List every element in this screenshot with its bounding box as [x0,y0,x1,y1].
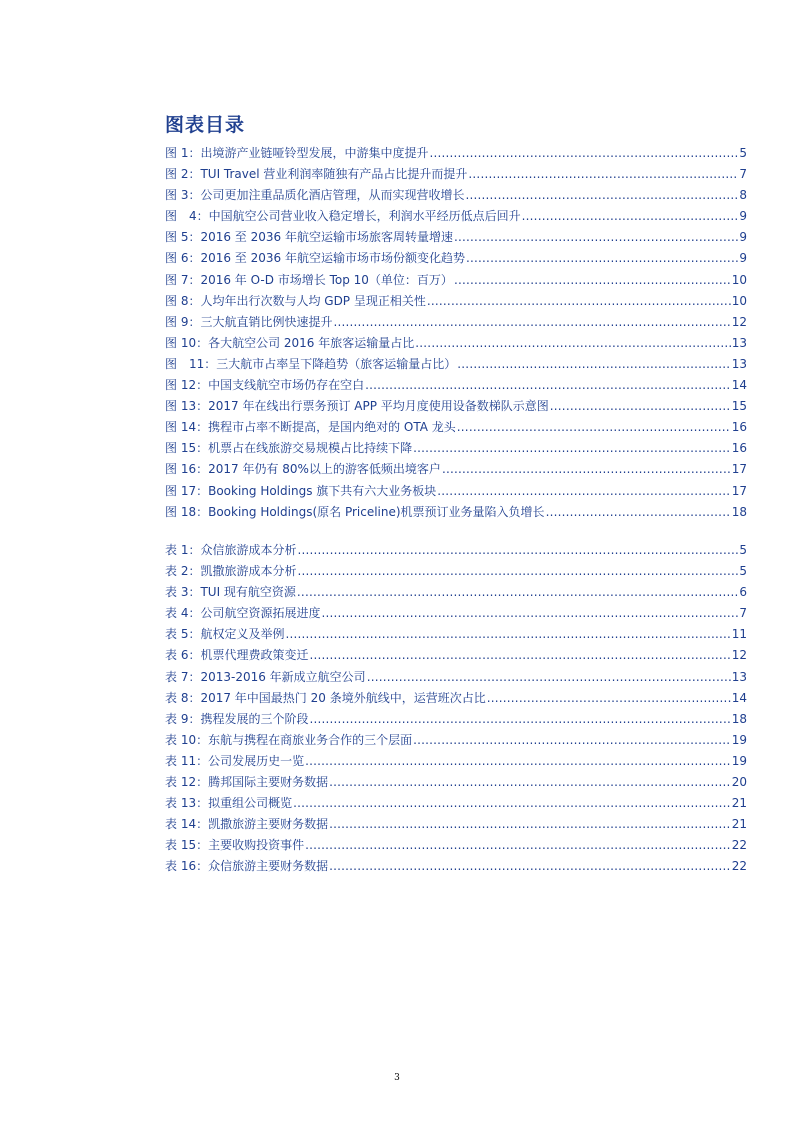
figure-toc-entry[interactable] [165,185,747,206]
table-toc-entry-title: 表 9：携程发展的三个阶段 [165,711,309,726]
table-toc-entry[interactable] [165,540,747,561]
figure-toc-entry[interactable] [165,354,747,375]
figure-toc-entry-title: 图 6：2016 至 2036 年航空运输市场市场份额变化趋势 [165,251,465,266]
figure-toc-entry-page: 9 [739,251,747,266]
figure-list [165,143,747,523]
table-toc-entry-page: 13 [731,669,747,684]
dot-leader [329,814,731,835]
dot-leader [454,270,731,291]
table-toc-entry[interactable] [165,856,747,877]
figure-toc-entry[interactable] [165,270,747,291]
figure-toc-entry-title: 图 2：TUI Travel 营业利润率随独有产品占比提升而提升 [165,167,468,182]
figure-toc-entry[interactable] [165,502,747,523]
table-toc-entry[interactable] [165,751,747,772]
table-toc-entry-page: 19 [731,753,747,768]
dot-leader [429,143,738,164]
figure-toc-entry[interactable] [165,227,747,248]
table-toc-entry[interactable] [165,688,747,709]
table-toc-entry[interactable] [165,772,747,793]
table-toc-entry-title: 表 16：众信旅游主要财务数据 [165,859,329,874]
figure-toc-entry-title: 图 14：携程市占率不断提高，是国内绝对的 OTA 龙头 [165,420,456,435]
table-toc-entry-title: 表 14：凯撒旅游主要财务数据 [165,817,329,832]
dot-leader [285,624,730,645]
figure-toc-entry[interactable] [165,375,747,396]
table-toc-entry-page: 7 [739,606,747,621]
dot-leader [309,709,730,730]
figure-toc-entry-title: 图 7：2016 年 O-D 市场增长 Top 10（单位：百万） [165,272,453,287]
table-toc-entry-title: 表 7：2013-2016 年新成立航空公司 [165,669,366,684]
figure-toc-entry-page: 13 [731,335,747,350]
table-toc-entry-page: 5 [739,564,747,579]
table-toc-entry-title: 表 5：航权定义及举例 [165,627,285,642]
figure-toc-entry[interactable] [165,438,747,459]
table-toc-entry-page: 20 [731,775,747,790]
figure-toc-entry[interactable] [165,459,747,480]
table-list [165,540,747,878]
figure-toc-entry[interactable] [165,143,747,164]
table-toc-entry-page: 19 [731,732,747,747]
table-toc-entry-page: 22 [731,838,747,853]
figure-toc-entry-page: 7 [739,167,747,182]
dot-leader [305,751,731,772]
dot-leader [522,206,739,227]
table-toc-entry-title: 表 11：公司发展历史一览 [165,753,305,768]
figure-toc-entry-page: 10 [731,272,747,287]
dot-leader [457,417,731,438]
figure-toc-entry-title: 图 11：三大航市占率呈下降趋势（旅客运输量占比） [165,356,457,371]
figure-toc-entry-title: 图 4：中国航空公司营业收入稳定增长，利润水平经历低点后回升 [165,209,521,224]
dot-leader [305,835,731,856]
table-toc-entry[interactable] [165,582,747,603]
figure-toc-entry-page: 12 [731,314,747,329]
figure-toc-entry[interactable] [165,312,747,333]
dot-leader [454,227,738,248]
table-toc-entry-title: 表 2：凯撒旅游成本分析 [165,564,297,579]
figure-toc-entry-page: 18 [731,504,747,519]
table-toc-entry[interactable] [165,709,747,730]
figure-toc-entry-title: 图 9：三大航直销比例快速提升 [165,314,333,329]
dot-leader [465,185,738,206]
dot-leader [427,291,731,312]
dot-leader [309,645,730,666]
table-toc-entry[interactable] [165,603,747,624]
dot-leader [468,164,738,185]
figure-toc-entry[interactable] [165,164,747,185]
dot-leader [487,688,731,709]
dot-leader [437,481,730,502]
figure-toc-entry-page: 9 [739,230,747,245]
dot-leader [329,772,731,793]
figure-toc-entry-page: 17 [731,483,747,498]
figure-toc-entry-page: 15 [731,399,747,414]
dot-leader [329,856,731,877]
page-title: 图表目录 [165,114,246,136]
table-toc-entry-page: 6 [739,585,747,600]
table-toc-entry-page: 22 [731,859,747,874]
figure-toc-entry-title: 图 5：2016 至 2036 年航空运输市场旅客周转量增速 [165,230,453,245]
dot-leader [297,540,738,561]
table-toc-entry-title: 表 15：主要收购投资事件 [165,838,305,853]
dot-leader [297,561,738,582]
page-number: 3 [394,1073,400,1083]
dot-leader [415,333,730,354]
dot-leader [321,603,738,624]
table-toc-entry-page: 21 [731,796,747,811]
dot-leader [367,667,731,688]
table-toc-entry-title: 表 12：腾邦国际主要财务数据 [165,775,329,790]
figure-toc-entry[interactable] [165,481,747,502]
dot-leader [293,793,731,814]
dot-leader [333,312,730,333]
figure-toc-entry-title: 图 18：Booking Holdings(原名 Priceline)机票预订业务量陷入负增长 [165,504,545,519]
figure-toc-entry-page: 17 [731,462,747,477]
figure-toc-entry-page: 16 [731,420,747,435]
table-toc-entry-title: 表 1：众信旅游成本分析 [165,543,297,557]
table-toc-entry-title: 表 3：TUI 现有航空资源 [165,585,296,600]
figure-toc-entry[interactable] [165,248,747,269]
table-toc-entry-page: 5 [739,543,747,557]
table-toc-entry[interactable] [165,667,747,688]
figure-toc-entry-title: 图 13：2017 年在线出行票务预订 APP 平均月度使用设备数梯队示意图 [165,399,549,414]
table-toc-entry[interactable] [165,835,747,856]
table-toc-entry[interactable] [165,814,747,835]
figure-toc-entry-title: 图 8：人均年出行次数与人均 GDP 呈现正相关性 [165,293,426,308]
dot-leader [457,354,730,375]
figure-toc-entry-page: 13 [731,356,747,371]
dot-leader [442,459,731,480]
figure-toc-entry[interactable] [165,417,747,438]
dot-leader [297,582,738,603]
dot-leader [466,248,738,269]
figure-toc-entry-page: 16 [731,441,747,456]
table-toc-entry[interactable] [165,730,747,751]
figure-toc-entry[interactable] [165,291,747,312]
table-toc-entry-title: 表 13：拟重组公司概览 [165,796,293,811]
figure-toc-entry[interactable] [165,396,747,417]
table-toc-entry-page: 12 [731,648,747,663]
table-toc-entry-title: 表 10：东航与携程在商旅业务合作的三个层面 [165,732,413,747]
figure-toc-entry-page: 8 [739,188,747,203]
table-toc-entry[interactable] [165,793,747,814]
table-toc-entry[interactable] [165,645,747,666]
figure-toc-entry-title: 图 10：各大航空公司 2016 年旅客运输量占比 [165,335,415,350]
table-toc-entry-page: 21 [731,817,747,832]
figure-toc-entry-page: 10 [731,293,747,308]
figure-toc-entry-title: 图 12：中国支线航空市场仍存在空白 [165,378,365,393]
dot-leader [413,730,731,751]
table-toc-entry[interactable] [165,624,747,645]
table-toc-entry-page: 11 [731,627,747,642]
table-toc-entry[interactable] [165,561,747,582]
figure-toc-entry-title: 图 15：机票占在线旅游交易规模占比持续下降 [165,441,413,456]
figure-toc-entry-page: 5 [739,146,747,160]
figure-toc-entry-title: 图 16：2017 年仍有 80%以上的游客低频出境客户 [165,462,441,477]
dot-leader [546,502,731,523]
table-toc-entry-title: 表 4：公司航空资源拓展进度 [165,606,321,621]
figure-toc-entry-title: 图 3：公司更加注重品质化酒店管理，从而实现营收增长 [165,188,465,203]
figure-toc-entry-page: 14 [731,378,747,393]
table-toc-entry-title: 表 6：机票代理费政策变迁 [165,648,309,663]
dot-leader [413,438,731,459]
dot-leader [550,396,731,417]
figure-toc-entry-page: 9 [739,209,747,224]
figure-toc-entry[interactable] [165,333,747,354]
figure-toc-entry-title: 图 17：Booking Holdings 旗下共有六大业务板块 [165,483,437,498]
figure-toc-entry-title: 图 1：出境游产业链哑铃型发展，中游集中度提升 [165,146,429,160]
figure-toc-entry[interactable] [165,206,747,227]
dot-leader [365,375,731,396]
table-toc-entry-page: 14 [731,690,747,705]
table-toc-entry-page: 18 [731,711,747,726]
table-toc-entry-title: 表 8：2017 年中国最热门 20 条境外航线中，运营班次占比 [165,690,486,705]
